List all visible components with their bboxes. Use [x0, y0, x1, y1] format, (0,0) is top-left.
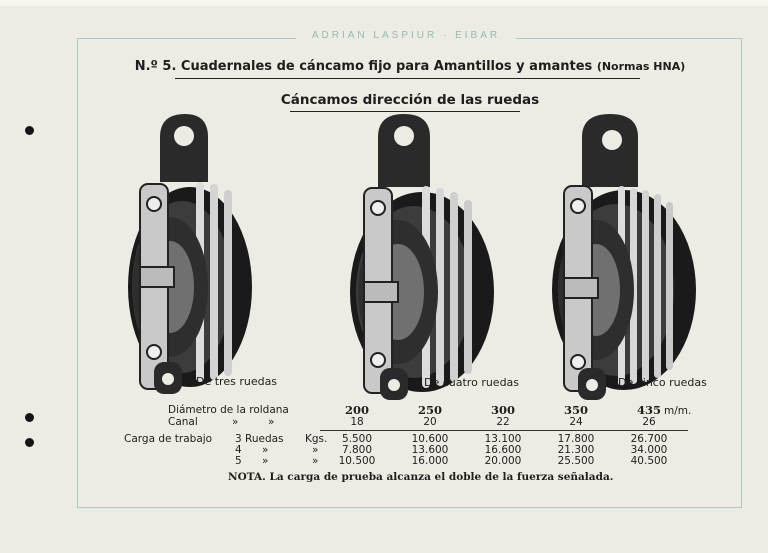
- caption-three: De tres ruedas: [196, 375, 278, 388]
- title-underline: [175, 78, 640, 79]
- diametro-label: Diámetro de la roldana: [168, 404, 289, 416]
- page-title: [130, 59, 690, 74]
- bolt-icon: [371, 201, 385, 215]
- note-text: La carga de prueba alcanza el doble de la fuerza señalada.: [269, 471, 614, 483]
- bolt-icon: [571, 355, 585, 369]
- carga-value: 21.300: [557, 444, 595, 456]
- pulley-block-4: [340, 112, 500, 402]
- shackle-eye: [160, 114, 208, 182]
- carga-value: 10.600: [411, 433, 449, 445]
- canal-label: Canal: [168, 416, 198, 428]
- carga-value: 40.500: [630, 455, 668, 467]
- punch-hole: [25, 413, 34, 422]
- punch-hole: [25, 438, 34, 447]
- carga-value: 17.800: [557, 433, 595, 445]
- carga-value: 26.700: [630, 433, 668, 445]
- bolt-icon: [571, 199, 585, 213]
- section-subtitle: Cáncamos dirección de las ruedas: [280, 92, 540, 108]
- ditto-mark: »: [262, 455, 269, 467]
- diametro-value: 200: [344, 403, 369, 417]
- brand-header: ADRIAN LASPIUR · EIBAR: [311, 30, 501, 41]
- bolt-icon: [147, 345, 161, 359]
- bolt-icon: [371, 353, 385, 367]
- carga-value: 34.000: [630, 444, 668, 456]
- ruedas-row-5: 5: [235, 455, 242, 467]
- carga-value: 13.600: [411, 444, 449, 456]
- bottom-eye: [154, 362, 182, 394]
- unit-label: m/m.: [664, 405, 692, 417]
- punch-hole: [25, 126, 34, 135]
- ditto-mark: »: [312, 444, 319, 456]
- carga-value: 13.100: [484, 433, 522, 445]
- carga-value: 10.500: [338, 455, 376, 467]
- title-norm: (Normas HNA): [596, 60, 686, 73]
- carga-value: 20.000: [484, 455, 522, 467]
- ruedas-row-4: 4: [235, 444, 242, 456]
- ditto-mark: »: [268, 416, 275, 428]
- title-main: N.º 5. Cuadernales de cáncamo fijo para Amantillos y amantes: [134, 59, 593, 74]
- ditto-mark: »: [232, 416, 239, 428]
- carga-value: 7.800: [341, 444, 373, 456]
- diametro-value: 300: [490, 403, 515, 417]
- carga-value: 16.000: [411, 455, 449, 467]
- bolt-icon: [147, 197, 161, 211]
- diametro-value: 350: [563, 403, 588, 417]
- shackle-eye: [378, 114, 430, 187]
- pulley-block-3: [110, 112, 260, 397]
- ruedas-row-3: 3 Ruedas: [235, 433, 284, 445]
- canal-value: 18: [350, 416, 364, 428]
- table-divider: [320, 430, 688, 431]
- carga-label: Carga de trabajo: [124, 433, 213, 445]
- caption-five: De cinco ruedas: [618, 376, 707, 389]
- shackle-eye: [582, 114, 638, 187]
- canal-value: 24: [569, 416, 583, 428]
- ditto-mark: »: [312, 455, 319, 467]
- canal-value: 22: [496, 416, 510, 428]
- note-label: NOTA.: [228, 471, 266, 483]
- bottom-eye: [380, 368, 408, 400]
- carga-value: 16.600: [484, 444, 522, 456]
- carga-value: 5.500: [341, 433, 373, 445]
- canal-value: 26: [642, 416, 656, 428]
- diametro-value: 435: [636, 403, 661, 417]
- diametro-value: 250: [417, 403, 442, 417]
- carga-value: 25.500: [557, 455, 595, 467]
- caption-four: De cuatro ruedas: [424, 376, 520, 389]
- kgs-label: Kgs.: [305, 433, 328, 445]
- bottom-eye: [578, 368, 606, 400]
- pulley-block-5: [540, 112, 700, 402]
- canal-value: 20: [423, 416, 437, 428]
- note: [228, 471, 628, 483]
- page-edge: [0, 0, 768, 6]
- ditto-mark: »: [262, 444, 269, 456]
